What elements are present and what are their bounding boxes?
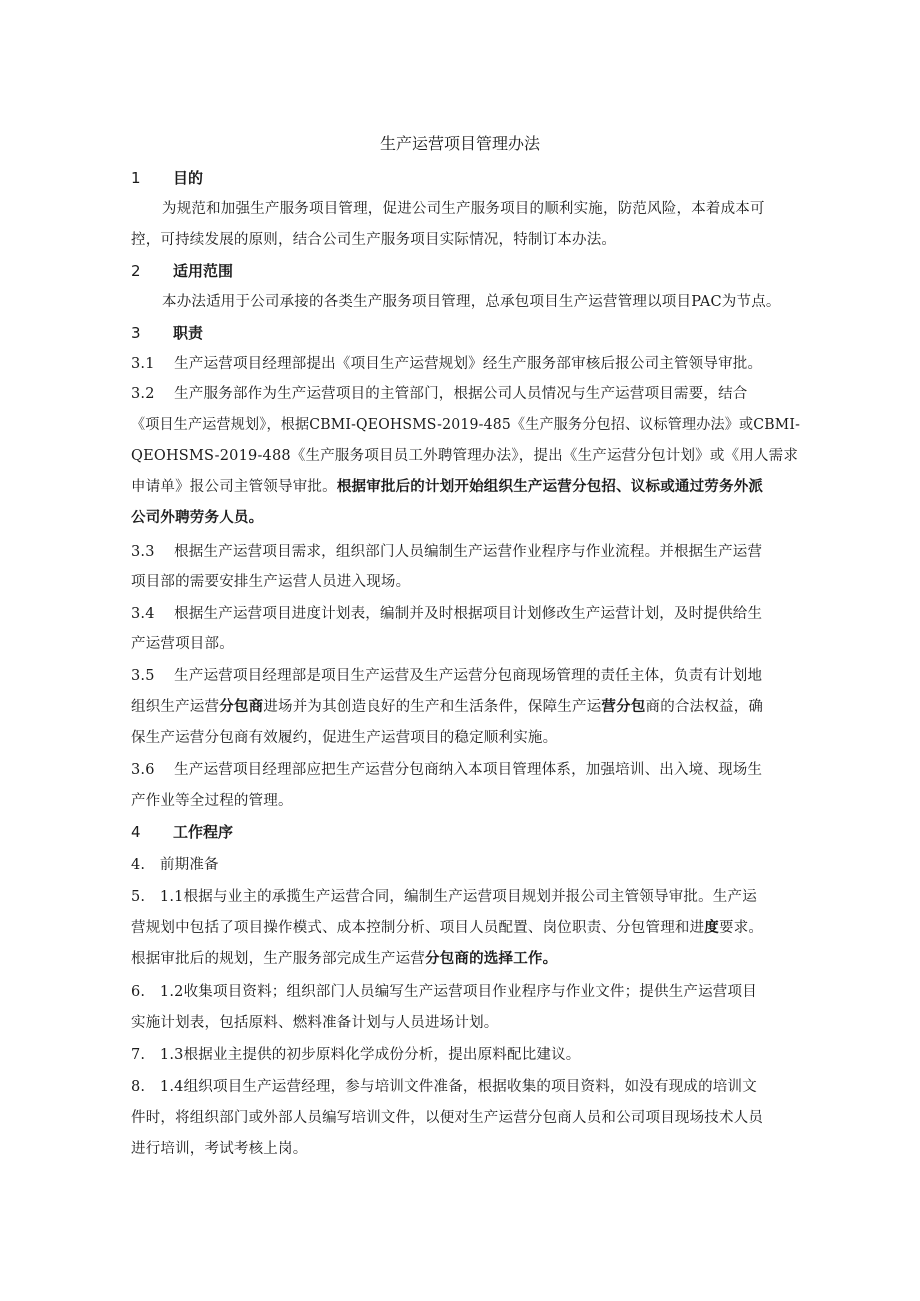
section-1-heading [131,167,203,188]
item-3-2-line-4-bold: 根据审批后的计划开始组织生产运营分包招、议标或通过劳务外派 [336,479,764,495]
section-3-number: 3 [131,324,141,342]
item-8-line-1: 8. 1.4组织项目生产运营经理，参与培训文件准备，根据收集的项目资料，如没有现成的培训文 [131,1079,757,1095]
item-3-2-line-2: 《项目生产运营规划》，根据CBMI-QEOHSMS-2019-485《生产服务分包招、议标管理办法》或CBMI- [131,417,801,433]
item-3-6-line-1: 3.6 生产运营项目经理部应把生产运营分包商纳入本项目管理体系，加强培训、出入境、现场生 [131,762,763,778]
item-5-line-3-a: 根据审批后的规划，生产服务部完成生产运营 [131,951,425,967]
section-3-heading [131,322,203,343]
item-5-line-3 [131,947,557,968]
item-3-5-line-2-c: 进场并为其创造良好的生产和生活条件，保障生产运 [263,699,602,715]
item-3-3-line-1: 3.3 根据生产运营项目需求，组织部门人员编制生产运营作业程序与作业流程。并根据生产运营 [131,544,763,560]
item-3-1-line-1: 3.1 生产运营项目经理部提出《项目生产运营规划》经生产服务部审核后报公司主管领导审批。 [131,356,763,372]
document-title: 生产运营项目管理办法 [379,134,540,153]
section-1-para-line-1: 为规范和加强生产服务项目管理，促进公司生产服务项目的顺利实施，防范风险，本着成本可 [162,201,765,217]
section-2-number: 2 [131,262,141,280]
item-6-line-1: 6. 1.2收集项目资料；组织部门人员编写生产运营项目作业程序与作业文件；提供生产运营项目 [131,984,757,1000]
section-4-number: 4 [131,823,141,841]
item-7-line-1: 7. 1.3根据业主提供的初步原料化学成份分析，提出原料配比建议。 [131,1047,581,1063]
item-3-2-line-3: QEOHSMS-2019-488《生产服务项目员工外聘管理办法》，提出《生产运营分包计划》或《用人需求 [131,448,799,464]
item-3-2-line-4-text: 申请单》报公司主管领导审批。 [131,479,337,495]
item-3-5-line-2-bold-1: 分包商 [219,699,264,715]
item-3-6-line-2: 产作业等全过程的管理。 [131,793,293,809]
item-3-5-line-1: 3.5 生产运营项目经理部是项目生产运营及生产运营分包商现场管理的责任主体，负责有计划地 [131,668,763,684]
section-2-para-line-1: 本办法适用于公司承接的各类生产服务项目管理，总承包项目生产运营管理以项目PAC为节点。 [162,294,781,310]
item-8-line-3: 进行培训，考试考核上岗。 [131,1141,308,1157]
item-3-5-line-3: 保生产运营分包商有效履约，促进生产运营项目的稳定顺利实施。 [131,730,558,746]
item-6-line-2: 实施计划表，包括原料、燃料准备计划与人员进场计划。 [131,1015,499,1031]
item-5-line-2-c: 要求。 [719,920,764,936]
section-2-heading [131,260,233,281]
item-5-line-1: 5. 1.1根据与业主的承揽生产运营合同，编制生产运营项目规划并报公司主管领导审批。生产运 [131,889,757,905]
section-4-heading [131,821,233,842]
item-3-5-line-2-bold-2: 营分包 [601,699,646,715]
item-3-3-line-2: 项目部的需要安排生产运营人员进入现场。 [131,574,411,590]
item-8-line-2: 件时，将组织部门或外部人员编写培训文件，以便对生产运营分包商人员和公司项目现场技术人员 [131,1110,764,1126]
item-5-line-2-bold: 度 [704,920,719,936]
section-1-title: 目的 [173,169,204,187]
item-5-line-2 [131,916,763,937]
item-3-5-line-2-e: 商的合法权益，确 [645,699,764,715]
item-3-2-line-5-bold: 公司外聘劳务人员。 [131,510,264,526]
item-3-5-line-2 [131,695,763,716]
item-3-4-line-1: 3.4 根据生产运营项目进度计划表，编制并及时根据项目计划修改生产运营计划，及时提供给生 [131,606,763,622]
section-2-title: 适用范围 [173,262,234,280]
item-3-2-line-4 [131,475,763,496]
item-5-line-3-bold: 分包商的选择工作。 [425,951,558,967]
item-3-4-line-2: 产运营项目部。 [131,636,234,652]
item-5-line-2-a: 营规划中包括了项目操作模式、成本控制分析、项目人员配置、岗位职责、分包管理和进 [131,920,705,936]
section-1-number: 1 [131,169,141,187]
section-4-title: 工作程序 [173,823,234,841]
section-1-para-line-2: 控，可持续发展的原则，结合公司生产服务项目实际情况，特制订本办法。 [131,232,617,248]
section-3-title: 职责 [173,324,204,342]
item-3-5-line-2-a: 组织生产运营 [131,699,220,715]
item-3-2-line-1: 3.2 生产服务部作为生产运营项目的主管部门，根据公司人员情况与生产运营项目需要，结合 [131,386,748,402]
section-4-sub-heading: 4. 前期准备 [131,857,219,873]
